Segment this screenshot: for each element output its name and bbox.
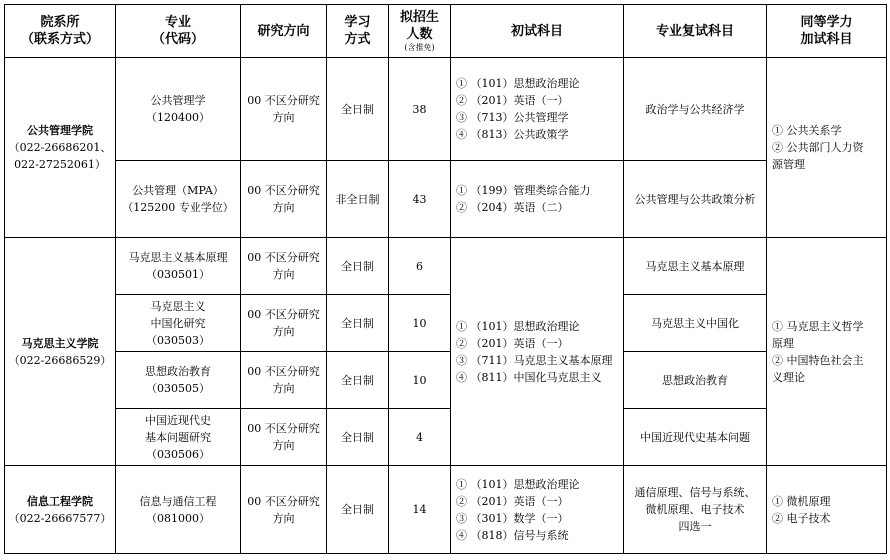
exam-cell: ① （101）思想政治理论 ② （201）英语（一） ③ （713）公共管理学 ④ （813）公共政策学 <box>451 58 624 161</box>
table-row <box>5 409 887 466</box>
major-cell: 公共管理学 （120400） <box>116 58 241 161</box>
quota-note: (含推免) <box>404 43 435 52</box>
header-major: 专业 （代码） <box>116 5 241 58</box>
quota-cell: 4 <box>389 409 451 466</box>
exam-cell: ① （199）管理类综合能力 ② （204）英语（二） <box>451 161 624 238</box>
table-row <box>5 352 887 409</box>
extra-cell: ① 马克思主义哲学 原理 ② 中国特色社会主 义理论 <box>767 238 887 466</box>
extra-cell: ① 公共关系学 ② 公共部门人力资 源管理 <box>767 58 887 238</box>
table-row <box>5 238 887 295</box>
header-retest: 专业复试科目 <box>624 5 767 58</box>
retest-cell: 马克思主义基本原理 <box>624 238 767 295</box>
header-mode: 学习 方式 <box>327 5 389 58</box>
table-row <box>5 58 887 161</box>
direction-cell: 00 不区分研究 方向 <box>241 352 327 409</box>
retest-cell: 公共管理与公共政策分析 <box>624 161 767 238</box>
quota-cell: 38 <box>389 58 451 161</box>
major-cell: 马克思主义基本原理 （030501） <box>116 238 241 295</box>
mode-cell: 全日制 <box>327 409 389 466</box>
mode-cell: 全日制 <box>327 352 389 409</box>
quota-cell: 6 <box>389 238 451 295</box>
direction-cell: 00 不区分研究 方向 <box>241 238 327 295</box>
quota-cell: 10 <box>389 352 451 409</box>
header-direction: 研究方向 <box>241 5 327 58</box>
direction-cell: 00 不区分研究 方向 <box>241 58 327 161</box>
direction-cell: 00 不区分研究 方向 <box>241 409 327 466</box>
quota-cell: 14 <box>389 466 451 554</box>
mode-cell: 全日制 <box>327 58 389 161</box>
quota-cell: 10 <box>389 295 451 352</box>
direction-cell: 00 不区分研究 方向 <box>241 295 327 352</box>
direction-cell: 00 不区分研究 方向 <box>241 466 327 554</box>
dept-cell-marxism: 马克思主义学院 （022-26686529） <box>5 238 116 466</box>
major-cell: 公共管理（MPA） （125200 专业学位） <box>116 161 241 238</box>
mode-cell: 非全日制 <box>327 161 389 238</box>
header-quota: 拟招生 人数 (含推免) <box>389 5 451 58</box>
admissions-table <box>4 4 887 554</box>
mode-cell: 全日制 <box>327 295 389 352</box>
retest-cell: 通信原理、信号与系统、 微机原理、电子技术 四选一 <box>624 466 767 554</box>
extra-cell: ① 微机原理 ② 电子技术 <box>767 466 887 554</box>
table-row <box>5 161 887 238</box>
header-exam: 初试科目 <box>451 5 624 58</box>
retest-cell: 中国近现代史基本问题 <box>624 409 767 466</box>
retest-cell: 思想政治教育 <box>624 352 767 409</box>
major-cell: 信息与通信工程 （081000） <box>116 466 241 554</box>
direction-cell: 00 不区分研究 方向 <box>241 161 327 238</box>
table-row <box>5 466 887 554</box>
header-dept: 院系所 （联系方式） <box>5 5 116 58</box>
major-cell: 中国近现代史 基本问题研究 （030506） <box>116 409 241 466</box>
major-cell: 马克思主义 中国化研究 （030503） <box>116 295 241 352</box>
mode-cell: 全日制 <box>327 466 389 554</box>
table-row <box>5 295 887 352</box>
dept-cell-info-eng: 信息工程学院 （022-26667577） <box>5 466 116 554</box>
exam-cell: ① （101）思想政治理论 ② （201）英语（一） ③ （711）马克思主义基本原理 ④ （811）中国化马克思主义 <box>451 238 624 466</box>
header-row <box>5 5 887 58</box>
exam-cell: ① （101）思想政治理论 ② （201）英语（一） ③ （301）数学（一） ④ （818）信号与系统 <box>451 466 624 554</box>
retest-cell: 马克思主义中国化 <box>624 295 767 352</box>
retest-cell: 政治学与公共经济学 <box>624 58 767 161</box>
dept-cell-public-admin: 公共管理学院 （022-26686201、 022-27252061） <box>5 58 116 238</box>
major-cell: 思想政治教育 （030505） <box>116 352 241 409</box>
mode-cell: 全日制 <box>327 238 389 295</box>
header-extra: 同等学力 加试科目 <box>767 5 887 58</box>
quota-cell: 43 <box>389 161 451 238</box>
